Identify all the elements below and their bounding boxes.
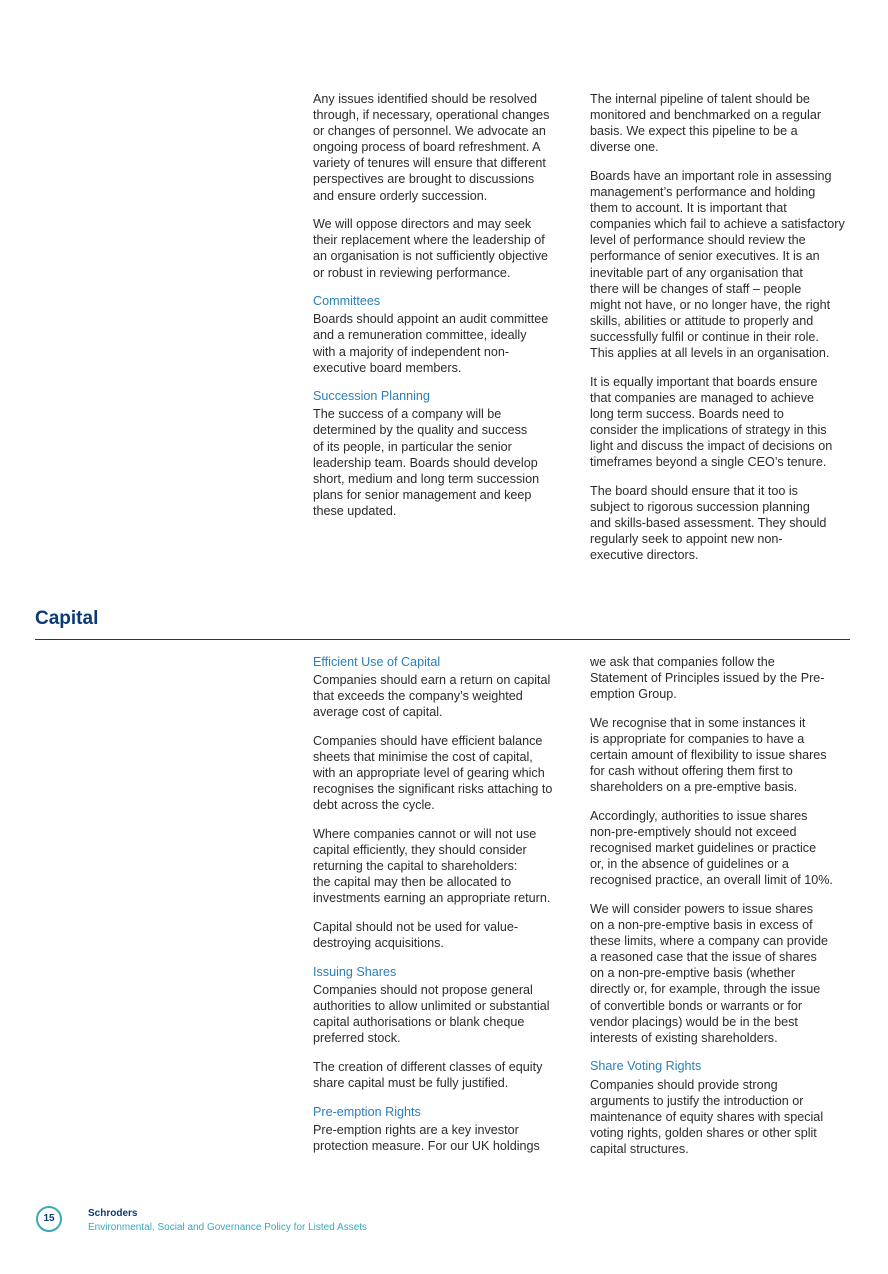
section-title-capital: Capital <box>35 608 99 629</box>
paragraph: Accordingly, authorities to issue shares non-pre-emptively should not exceed recognised market guidelines or practice or, in the absence of guidelines or a recognised practice, an overall limit of 10%. <box>590 808 833 888</box>
paragraph: Companies should not propose general authorities to allow unlimited or substantial capital authorisations or blank cheque preferred stock. <box>313 982 550 1046</box>
top-column-right <box>590 91 852 576</box>
paragraph: Boards have an important role in assessing management’s performance and holding them to account. It is important that companies which fail to achieve a satisfactory level of performance should review the performance of senior executives. It is an inevitable part of any organisation that there will be changes of staff – people might not have, or no longer have, the right skills, abilities or attitude to properly and successfully fulfil or continue in their role. This applies at all levels in an organisation. <box>590 168 845 360</box>
footer-brand: Schroders <box>88 1208 138 1219</box>
paragraph: We will consider powers to issue shares on a non-pre-emptive basis in excess of these limits, where a company can provide a reasoned case that the issue of shares on a non-pre-emptive basis (whether directly or, for example, through the issue of convertible bonds or warrants or for vendor placings) would be in the best interests of existing shareholders. <box>590 902 828 1045</box>
subheading: Succession Planning <box>313 389 430 404</box>
capital-column-right <box>590 654 852 1170</box>
subheading: Committees <box>313 294 381 309</box>
subheading: Efficient Use of Capital <box>313 655 441 669</box>
subheading: Issuing Shares <box>313 964 397 979</box>
page-number-badge: 15 <box>36 1206 62 1232</box>
paragraph: We recognise that in some instances it is appropriate for companies to have a certain amount of flexibility to issue shares for cash without offering them first to shareholders on a pre-emptive basis. <box>590 715 827 795</box>
paragraph: The board should ensure that it too is subject to rigorous succession planning and skills-based assessment. They should regularly seek to appoint new non- executive directors. <box>590 483 827 563</box>
paragraph: The creation of different classes of equity share capital must be fully justified. <box>313 1059 543 1091</box>
paragraph: Companies should earn a return on capital that exceeds the company’s weighted average cost of capital. <box>313 673 551 720</box>
subheading: Pre-emption Rights <box>313 1104 421 1119</box>
paragraph: Companies should have efficient balance sheets that minimise the cost of capital, with an appropriate level of gearing which recognises the significant risks attaching to debt across the cycle. <box>313 733 553 813</box>
paragraph: Capital should not be used for value- destroying acquisitions. <box>313 920 519 951</box>
paragraph: Where companies cannot or will not use capital efficiently, they should consider returning the capital to shareholders: the capital may then be allocated to investments earning an appropriate return. <box>313 827 551 906</box>
paragraph: Companies should provide strong arguments to justify the introduction or maintenance of equity shares with special voting rights, golden shares or other split capital structures. <box>590 1077 824 1156</box>
paragraph: Boards should appoint an audit committee and a remuneration committee, ideally with a majority of independent non- executive board members. <box>313 312 549 375</box>
paragraph: The internal pipeline of talent should be monitored and benchmarked on a regular basis. We expect this pipeline to be a diverse one. <box>590 92 822 155</box>
paragraph: The success of a company will be determined by the quality and success of its people, in particular the senior leadership team. Boards should develop short, medium and long term succession plans for senior management and keep these updated. <box>313 407 540 518</box>
paragraph: It is equally important that boards ensure that companies are managed to achieve long term success. Boards need to consider the implications of strategy in this light and discuss the impact of decisions on timeframes beyond a single CEO’s tenure. <box>590 374 833 470</box>
paragraph: We will oppose directors and may seek their replacement where the leadership of an organisation is not sufficiently objective or robust in reviewing performance. <box>313 217 548 280</box>
section-divider <box>35 639 850 640</box>
footer-document-title: Environmental, Social and Governance Policy for Listed Assets <box>88 1222 368 1233</box>
paragraph: Pre-emption rights are a key investor protection measure. For our UK holdings <box>313 1122 540 1153</box>
paragraph: Any issues identified should be resolved through, if necessary, operational changes or changes of personnel. We advocate an ongoing process of board refreshment. A variety of tenures will ensure that different perspectives are brought to discussions and ensure orderly succession. <box>313 92 550 203</box>
capital-column-left <box>313 654 575 1167</box>
top-column-left <box>313 91 575 532</box>
paragraph: we ask that companies follow the Statement of Principles issued by the Pre- emption Group. <box>590 655 825 702</box>
subheading: Share Voting Rights <box>590 1059 702 1074</box>
